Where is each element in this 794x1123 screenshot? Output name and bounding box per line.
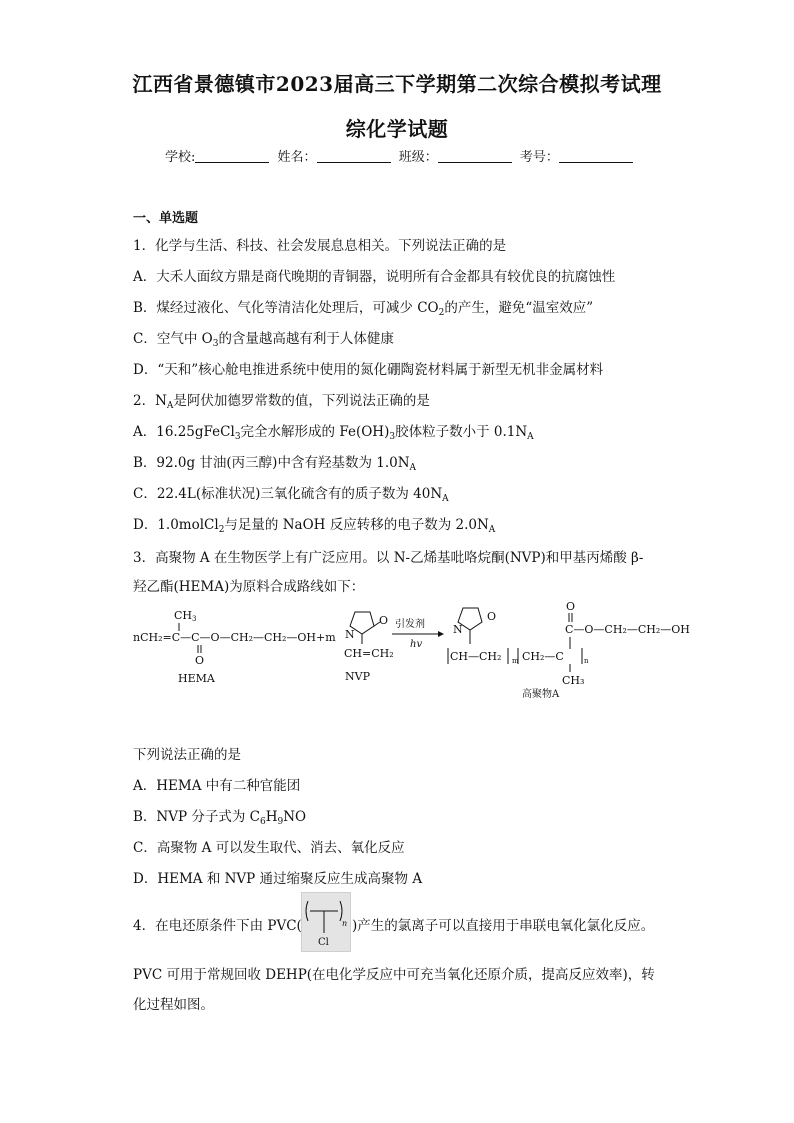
q2-option-c [133,482,449,504]
q3-option-d: D．HEMA 和 NVP 通过缩聚反应生成高聚物 A [133,871,423,887]
product-n: N [453,623,463,636]
q2-stem-2: 是阿伏加德罗常数的值，下列说法正确的是 [173,393,430,409]
q4-line3: 化过程如图。 [133,997,214,1013]
arrow-catalyst: 引发剂 [395,619,425,630]
q2-d-s1: 2 [218,525,225,535]
q2-a-3: 胶体粒子数小于 0.1N [395,424,528,440]
nvp-o: O [379,614,389,627]
q2-stem-sub: A [166,401,174,411]
q1-option-d: D．“天和”核心舱电推进系统中使用的氮化硼陶瓷材料属于新型无机非金属材料 [133,362,604,378]
school-blank [195,150,269,163]
q2-a-s2: 3 [389,432,396,442]
q2-b-1: B．92.0g 甘油(丙三醇)中含有羟基数为 1.0N [133,455,410,471]
school-label: 学校: [165,150,196,165]
q1-c-sub: 3 [212,339,219,349]
q3-question: 下列说法正确的是 [133,747,241,763]
q1-c-text-1: C．空气中 O [133,331,213,347]
q3-b-s2: 9 [277,817,284,827]
q1-option-b [133,296,593,318]
product-ch3: CH₃ [562,674,585,687]
product-ring-o: O [487,610,497,623]
product-ester-o: O [566,600,576,613]
q1-b-sub: 2 [438,308,445,318]
q2-c-s1: A [442,494,449,504]
q2-d-1: D．1.0molCl [133,517,219,533]
q2-d-s2: A [488,525,496,535]
q3-option-b [133,805,306,827]
class-label: 班级： [398,150,438,165]
q2-a-1: A．16.25gFeCl [133,424,235,440]
q2-a-s1: 3 [234,432,241,442]
pvc-cl: Cl [318,937,329,948]
hema-formula: nCH₂=C—C—O—CH₂—CH₂—OH+m [133,631,336,644]
section-heading: 一、单选题 [133,211,199,226]
product-segment-2: CH₂—C [522,650,564,663]
class-blank [438,150,512,163]
product-segment-1: CH—CH₂ [450,650,502,663]
q3-b-3: NO [283,809,307,825]
q1-option-c [133,327,394,349]
q1-b-text-1: B．煤经过液化、气化等清洁化处理后，可减少 CO [133,300,439,316]
product-label: 高聚物A [522,689,560,700]
nvp-n: N [345,628,355,641]
hema-ch3: CH3 [174,609,197,623]
q4-stem-post: )产生的氯离子可以直接用于串联电氧化氯化反应。 [352,918,655,934]
q3-option-c: C．高聚物 A 可以发生取代、消去、氧化反应 [133,840,405,856]
product-n-sub: n [584,657,589,665]
q3-b-1: B．NVP 分子式为 C [133,809,260,825]
reaction-scheme [130,600,700,710]
q3-option-a: A．HEMA 中有二种官能团 [133,778,301,794]
pvc-structure-image [301,892,351,952]
nvp-label: NVP [345,670,370,683]
q3-b-s1: 6 [259,817,266,827]
product-ester: C—O—CH₂—CH₂—OH [565,623,690,636]
q3-stem-line2: 羟乙酯(HEMA)为原料合成路线如下： [133,579,365,595]
q1-stem: 1．化学与生活、科技、社会发展息息相关。下列说法正确的是 [133,238,507,254]
exam-title-line2: 综化学试题 [345,117,449,141]
name-blank [317,150,391,163]
q4-stem-pre: 4．在电还原条件下由 PVC( [133,918,302,934]
q3-b-2: H [265,809,278,825]
nvp-vinyl: CH=CH₂ [344,647,394,660]
q2-c-1: C．22.4L(标准状况)三氧化硫含有的质子数为 40N [133,486,443,502]
exam-number-blank [559,150,633,163]
pvc-n: n [342,919,348,928]
student-info-row [165,146,637,165]
q1-c-text-2: 的含量越高越有利于人体健康 [218,331,394,347]
exam-number-label: 考号： [519,150,559,165]
q2-b-s1: A [409,463,417,473]
q1-option-a: A．大禾人面纹方鼎是商代晚期的青铜器，说明所有合金都具有较优良的抗腐蚀性 [133,269,616,285]
hema-carbonyl-o: O [195,654,205,667]
q2-option-d [133,513,495,535]
q3-stem-line1: 3．高聚物 A 在生物医学上有广泛应用。以 N-乙烯基吡咯烷酮(NVP)和甲基丙烯酸 β- [133,550,644,566]
q2-stem [133,389,430,411]
q2-stem-1: 2．N [133,393,167,409]
q1-b-text-2: 的产生，避免“温室效应” [444,300,594,316]
name-label: 姓名： [277,150,317,165]
product-m: m [512,657,519,665]
q2-a-2: 完全水解形成的 Fe(OH) [240,424,390,440]
exam-title-line1: 江西省景德镇市2023届高三下学期第二次综合模拟考试理 [132,72,662,96]
arrow-light: hv [410,639,423,650]
q2-option-a [133,420,534,442]
q2-option-b [133,451,416,473]
hema-label: HEMA [178,672,215,685]
q2-a-s3: A [527,432,534,442]
q4-line2: PVC 可用于常规回收 DEHP(在电化学反应中可充当氧化还原介质，提高反应效率)，转 [133,967,655,983]
q2-d-2: 与足量的 NaOH 反应转移的电子数为 2.0N [224,517,489,533]
